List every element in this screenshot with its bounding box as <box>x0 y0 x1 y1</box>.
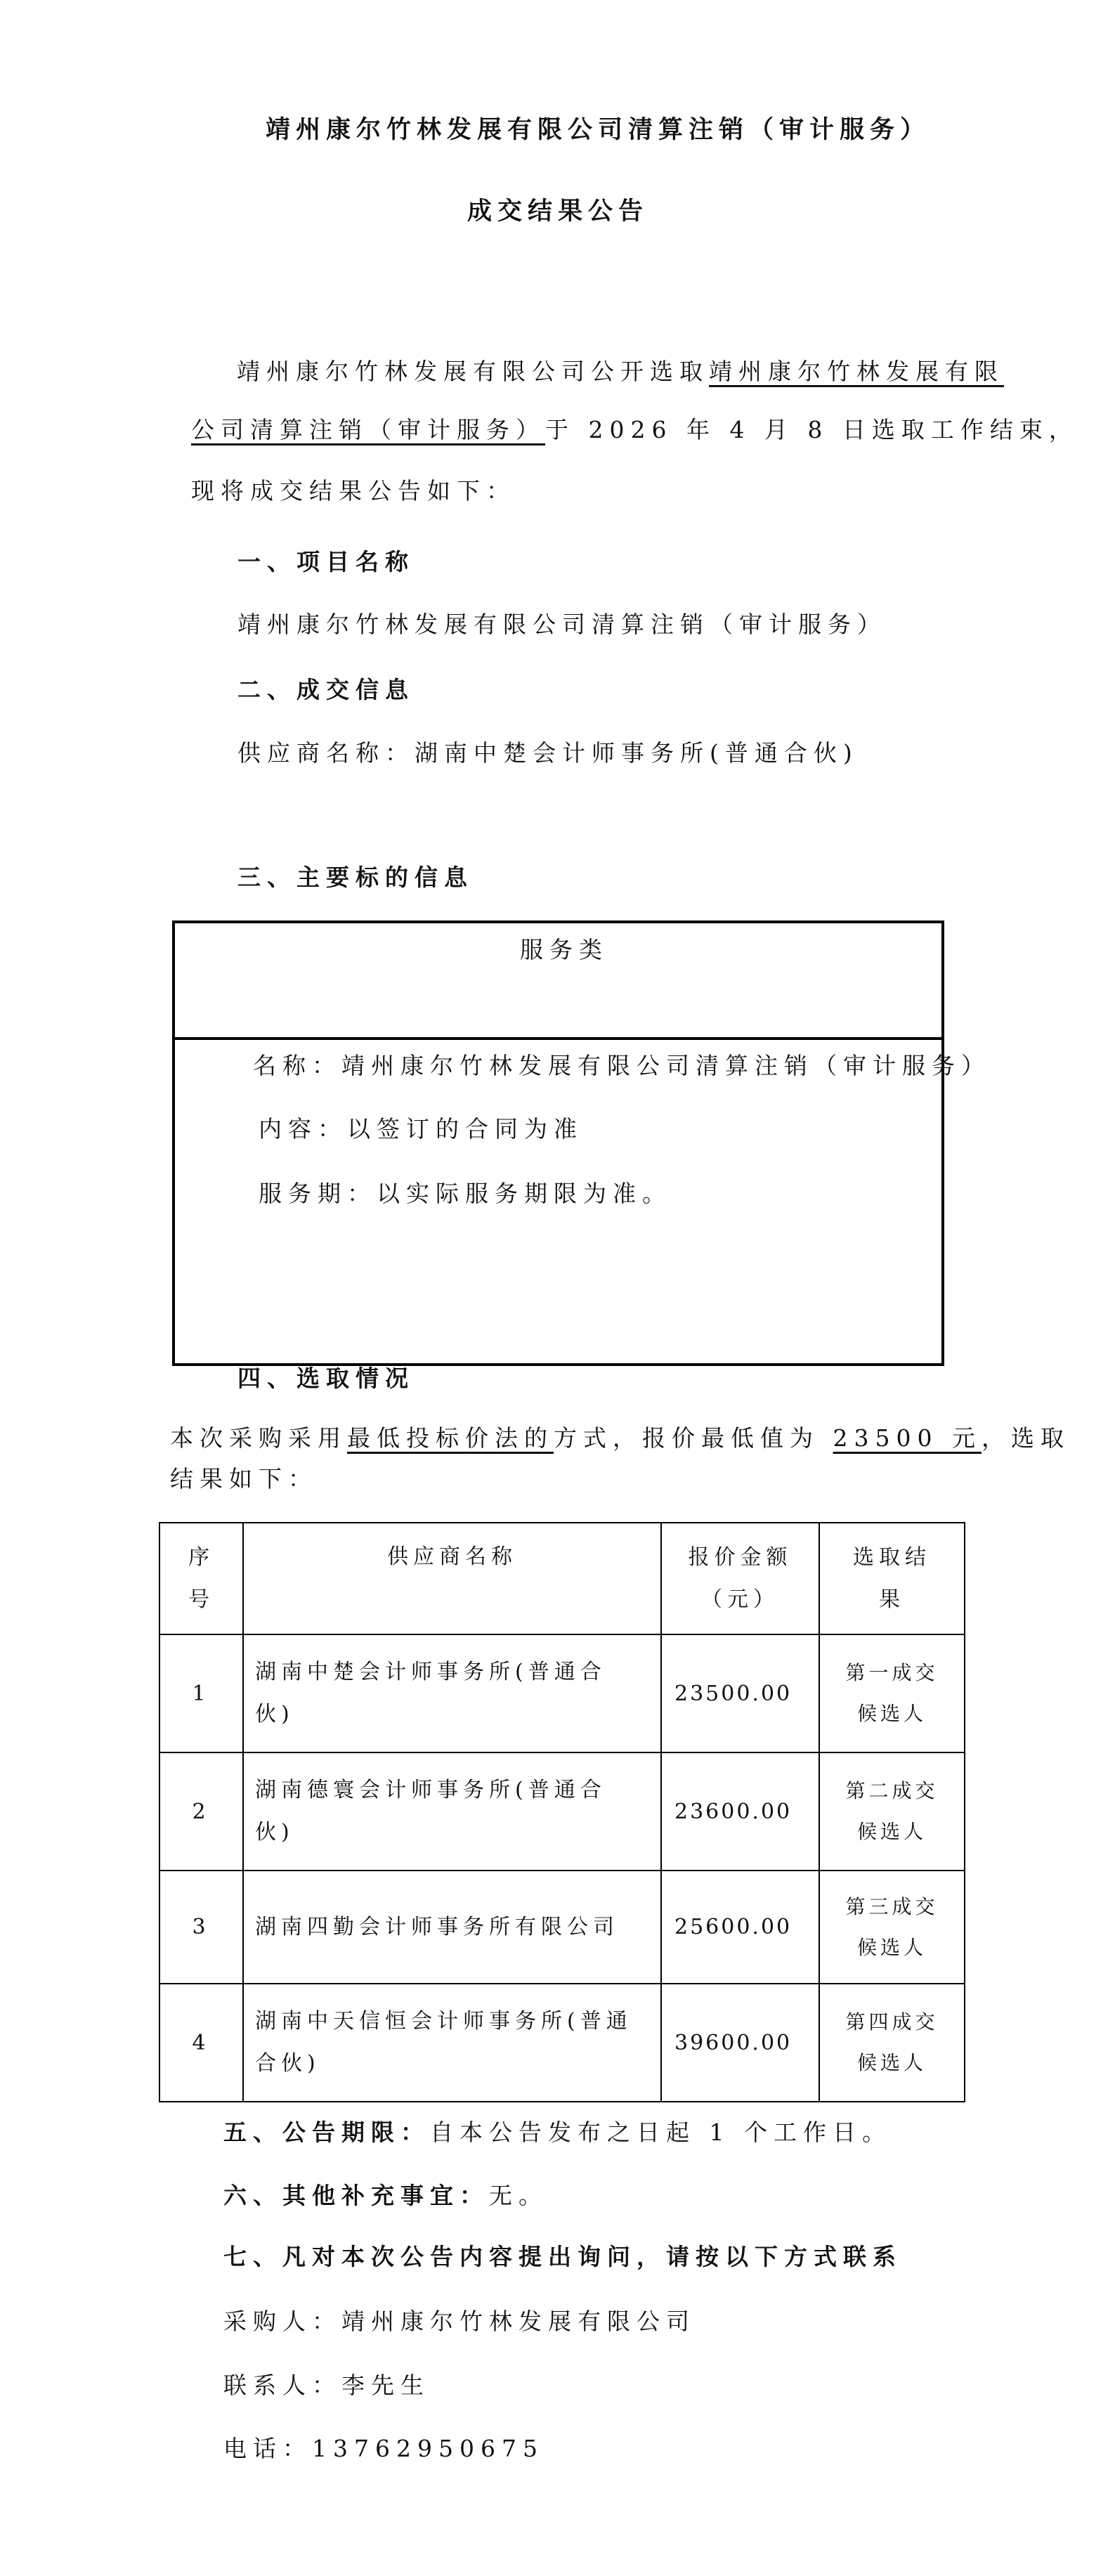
section2-supplier <box>237 741 859 765</box>
intro-text: 靖州康尔竹林发展有限公司公开选取 <box>237 358 709 385</box>
section6-content: 无。 <box>489 2182 548 2209</box>
document-title-line2: 成交结果公告 <box>467 197 649 226</box>
row-supplier <box>243 1634 661 1752</box>
row-seq: 3 <box>159 1871 243 1984</box>
subject-category: 服务类 <box>520 936 608 963</box>
row-supplier-line1: 湖南德寰会计师事务所(普通合 <box>255 1778 606 1802</box>
table-row <box>159 1634 965 1752</box>
row-result-line1: 第二成交 <box>845 1779 939 1802</box>
section4-heading: 四、选取情况 <box>237 1365 415 1392</box>
row-result-line2: 候选人 <box>856 2051 927 2074</box>
section5 <box>223 2121 892 2144</box>
phone-line: 电话：13762950675 <box>223 2435 544 2462</box>
table-row <box>159 1871 965 1984</box>
header-amount-line2: （元） <box>701 1587 779 1612</box>
selection-method: 最低投标价法的 <box>347 1424 554 1452</box>
table-header-row <box>159 1523 965 1634</box>
selection-text-line1 <box>170 1426 1070 1450</box>
subject-content: 内容：以签订的合同为准 <box>259 1115 583 1143</box>
subject-period: 服务期：以实际服务期限为准。 <box>259 1180 672 1207</box>
row-result-line2: 候选人 <box>856 1820 927 1843</box>
section7-heading: 七、凡对本次公告内容提出询问，请按以下方式联系 <box>223 2243 902 2270</box>
row-amount: 25600.00 <box>661 1871 819 1984</box>
supplier-value: 湖南中楚会计师事务所(普通合伙) <box>415 739 859 767</box>
header-result-line2: 果 <box>879 1587 905 1612</box>
row-seq: 1 <box>159 1634 243 1752</box>
header-amount <box>661 1523 819 1634</box>
table-row <box>159 1752 965 1871</box>
row-result <box>819 1984 965 2102</box>
section5-heading: 五、公告期限： <box>223 2119 430 2146</box>
row-supplier-line2: 合伙) <box>255 2051 320 2076</box>
intro-line3: 现将成交结果公告如下： <box>191 477 516 505</box>
row-supplier-line1: 湖南中天信恒会计师事务所(普通 <box>255 2009 632 2034</box>
header-seq <box>159 1523 243 1634</box>
selection-text: 方式，报价最低值为 <box>554 1424 833 1452</box>
subject-info-box <box>172 921 944 1366</box>
row-amount: 23600.00 <box>661 1752 819 1871</box>
row-supplier: 湖南四勤会计师事务所有限公司 <box>243 1871 661 1984</box>
section3-heading: 三、主要标的信息 <box>237 864 474 891</box>
intro-date-text: 于 2026 年 4 月 8 日选取工作结束， <box>545 416 1078 443</box>
row-result <box>819 1634 965 1752</box>
document-title-line1: 靖州康尔竹林发展有限公司清算注销（审计服务） <box>266 115 931 144</box>
lowest-price: 23500 元 <box>833 1424 982 1452</box>
subject-info-divider <box>172 1037 944 1040</box>
section1-content: 靖州康尔竹林发展有限公司清算注销（审计服务） <box>237 611 887 638</box>
row-result <box>819 1752 965 1871</box>
section6 <box>223 2184 548 2207</box>
purchaser-line: 采购人：靖州康尔竹林发展有限公司 <box>223 2308 696 2335</box>
selection-text-line2: 结果如下： <box>170 1465 318 1492</box>
supplier-label: 供应商名称： <box>237 739 415 767</box>
row-supplier <box>243 1984 661 2102</box>
row-supplier <box>243 1752 661 1871</box>
row-seq: 2 <box>159 1752 243 1871</box>
row-supplier-line2: 伙) <box>255 1820 294 1845</box>
row-supplier-line1: 湖南中楚会计师事务所(普通合 <box>255 1660 606 1684</box>
header-amount-line1: 报价金额 <box>688 1544 793 1570</box>
intro-line2 <box>191 418 1078 441</box>
project-name-underlined: 公司清算注销（审计服务） <box>191 416 545 443</box>
section5-content: 自本公告发布之日起 1 个工作日。 <box>430 2119 892 2146</box>
section6-heading: 六、其他补充事宜： <box>223 2182 489 2209</box>
header-seq-line2: 号 <box>188 1587 214 1612</box>
results-table <box>159 1522 965 2102</box>
header-seq-line1: 序 <box>188 1544 214 1570</box>
row-supplier-line2: 伙) <box>255 1702 294 1726</box>
subject-name: 名称：靖州康尔竹林发展有限公司清算注销（审计服务） <box>253 1052 991 1079</box>
table-row <box>159 1984 965 2102</box>
intro-line1 <box>237 360 1004 383</box>
row-seq: 4 <box>159 1984 243 2102</box>
header-result-line1: 选取结 <box>853 1544 931 1570</box>
row-amount: 39600.00 <box>661 1984 819 2102</box>
row-result-line2: 候选人 <box>856 1935 927 1959</box>
header-result <box>819 1523 965 1634</box>
row-result-line1: 第三成交 <box>845 1894 939 1918</box>
selection-text: ，选取 <box>981 1424 1070 1452</box>
project-name-underlined: 靖州康尔竹林发展有限 <box>709 358 1004 385</box>
contact-line: 联系人：李先生 <box>223 2372 430 2399</box>
section2-heading: 二、成交信息 <box>237 676 415 703</box>
selection-text: 本次采购采用 <box>170 1424 347 1452</box>
header-supplier: 供应商名称 <box>243 1523 661 1634</box>
row-result-line1: 第一成交 <box>845 1661 939 1684</box>
row-result <box>819 1871 965 1984</box>
section1-heading: 一、项目名称 <box>237 548 415 575</box>
row-amount: 23500.00 <box>661 1634 819 1752</box>
row-result-line1: 第四成交 <box>845 2010 939 2034</box>
row-result-line2: 候选人 <box>856 1702 927 1725</box>
